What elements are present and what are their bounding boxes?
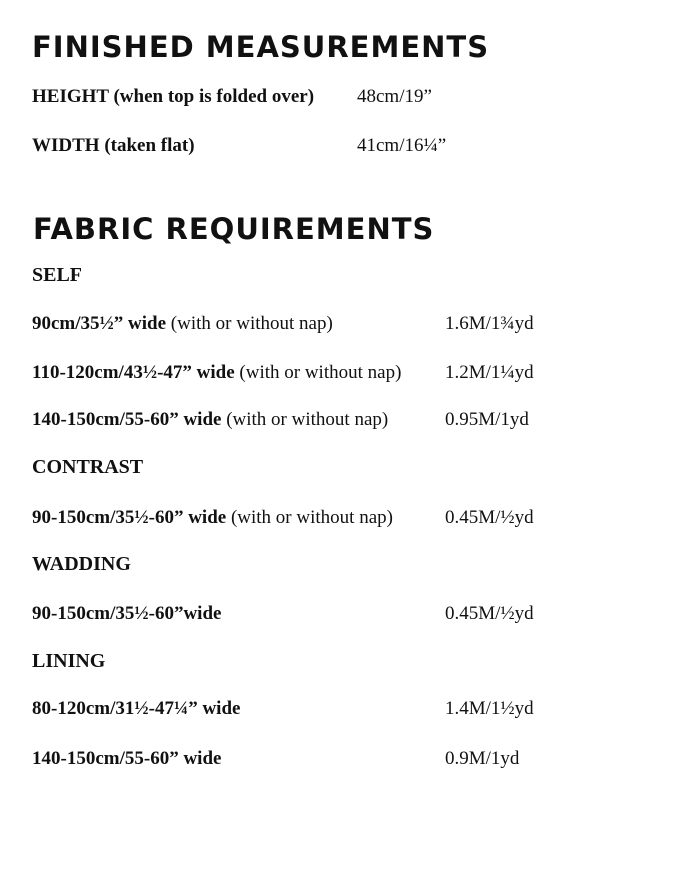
fabric-row (32, 313, 680, 339)
measurement-row-height (32, 86, 680, 112)
fabric-requirements-heading: FABRIC REQUIREMENTS (33, 212, 435, 246)
fabric-amount: 0.95M/1yd (445, 409, 529, 430)
fabric-width-label: 90-150cm/35½-60” wide (with or without nap) (32, 507, 393, 528)
section-heading-wadding: WADDING (32, 553, 131, 575)
fabric-row (32, 698, 680, 724)
measurement-label: WIDTH (taken flat) (32, 135, 195, 156)
fabric-width-label: 90-150cm/35½-60”wide (32, 603, 222, 624)
fabric-amount: 1.6M/1¾yd (445, 313, 534, 334)
fabric-row (32, 507, 680, 533)
fabric-amount: 1.4M/1½yd (445, 698, 534, 719)
fabric-width-label: 140-150cm/55-60” wide (32, 748, 222, 769)
section-heading-contrast: CONTRAST (32, 456, 144, 478)
measurement-value: 48cm/19” (357, 86, 432, 107)
fabric-width-label: 140-150cm/55-60” wide (with or without nap) (32, 409, 389, 430)
measurement-label: HEIGHT (when top is folded over) (32, 86, 315, 107)
fabric-width-label: 80-120cm/31½-47¼” wide (32, 698, 241, 719)
fabric-amount: 0.9M/1yd (445, 748, 520, 769)
fabric-row (32, 362, 680, 388)
section-heading-lining: LINING (32, 650, 106, 672)
measurement-value: 41cm/16¼” (357, 135, 447, 156)
fabric-row (32, 748, 680, 774)
fabric-row (32, 603, 680, 629)
fabric-row (32, 409, 680, 435)
fabric-amount: 0.45M/½yd (445, 603, 534, 624)
measurement-row-width (32, 135, 680, 161)
fabric-width-label: 110-120cm/43½-47” wide (with or without nap) (32, 362, 402, 383)
section-heading-self: SELF (32, 264, 83, 286)
fabric-amount: 0.45M/½yd (445, 507, 534, 528)
fabric-width-label: 90cm/35½” wide (with or without nap) (32, 313, 333, 334)
finished-measurements-heading: FINISHED MEASUREMENTS (32, 30, 490, 64)
fabric-amount: 1.2M/1¼yd (445, 362, 534, 383)
